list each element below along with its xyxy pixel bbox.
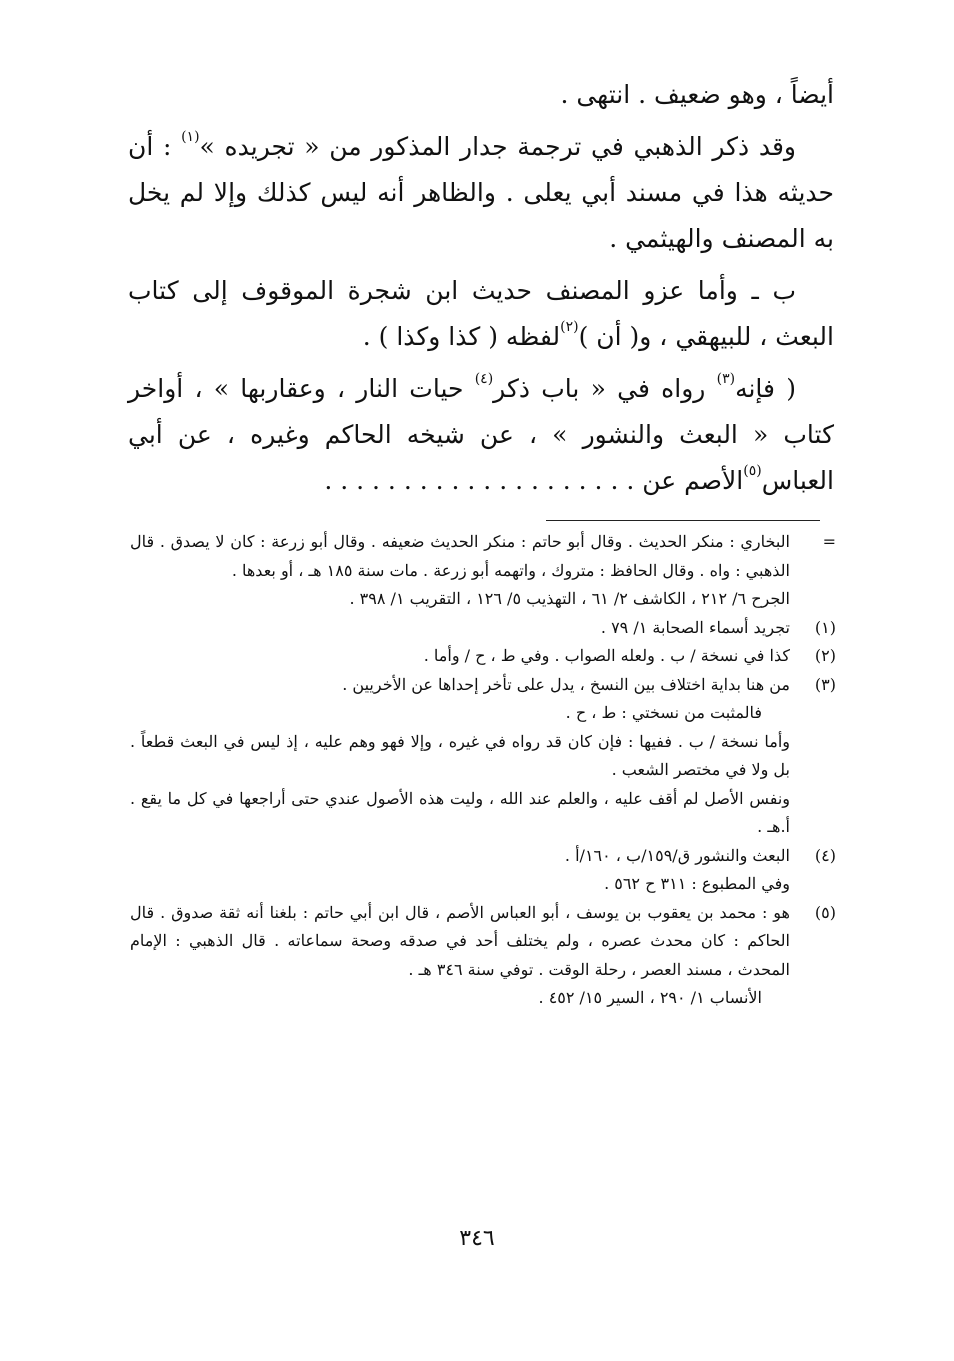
footnote-text: وفي المطبوع : ٣١١ ح ٥٦٢ . bbox=[604, 874, 790, 893]
footnote-separator bbox=[546, 520, 820, 521]
main-text bbox=[128, 72, 834, 510]
footnote-text: ونفس الأصل لم أقف عليه ، والعلم عند الله ، وليت هذه الأصول عندي حتى أراجعها في كل ما يقع . أ.هـ . bbox=[130, 788, 790, 836]
footnote-text: فالمثبت من نسختي : ط ، ح . bbox=[565, 703, 762, 722]
footnote-4 bbox=[130, 842, 836, 899]
footnote-number: (٣) bbox=[814, 674, 836, 694]
footnote-ref-2[interactable]: (٢) bbox=[560, 319, 579, 335]
footnote-ref-5[interactable]: (٥) bbox=[743, 463, 762, 479]
footnote-ref-1[interactable]: (١) bbox=[181, 129, 200, 145]
continuation-mark: = bbox=[822, 532, 836, 551]
paragraph-2: وقد ذكر الذهبي في ترجمة جدار المذكور من « تجريده »$^{(١)}$ : أن حديثه هذا في مسند أبي يعلى . والظاهر أنه ليس كذلك وإلا لم يخل به المصنف والهيثمي . bbox=[128, 129, 834, 253]
footnote-number: (٥) bbox=[814, 902, 836, 922]
footnote-text: من هنا بداية اختلاف بين النسخ ، يدل على تأخر إحداها عن الأخريين . bbox=[342, 674, 790, 694]
footnote-ref-4[interactable]: (٤) bbox=[474, 371, 494, 387]
footnote-ref-3[interactable]: (٣) bbox=[716, 371, 736, 387]
footnote-number: (٤) bbox=[814, 845, 836, 865]
footnote-text: كذا في نسخة / ب . ولعله الصواب . وفي ط ، ح / وأما . bbox=[423, 646, 790, 665]
page-number: ٣٤٦ bbox=[459, 1226, 495, 1251]
footnote-text: البعث والنشور ق/١٥٩/ب ، ١٦٠/أ . bbox=[564, 845, 790, 865]
paragraph-1: أيضاً ، وهو ضعيف . انتهى . bbox=[560, 80, 834, 109]
footnote-text: البخاري : منكر الحديث . وقال أبو حاتم : منكر الحديث ضعيفه . وقال أبو زرعة : كان لا يصدق . قال الذهبي : واه . وقال الحافظ : متروك ، واتهمه أبو زرعة . مات سنة ١٨٥ هـ ، أو بعدها . bbox=[130, 532, 790, 580]
footnote-continued bbox=[130, 528, 836, 614]
paragraph-3: ب ـ وأما عزو المصنف حديث ابن شجرة الموقوف إلى كتاب البعث ، للبيهقي ، و( أن )$^{(٢)}$لفظه ( كذا وكذا ) . bbox=[128, 276, 834, 351]
footnote-text: وأما نسخة / ب . ففيها : فإن كان قد رواه في غيره ، وإلا فهو وهم عليه ، إذ ليس في البعث قطعاً . بل ولا في مختصر الشعب . bbox=[130, 731, 790, 779]
footnote-text: الأنساب ١/ ٢٩٠ ، السير ١٥/ ٤٥٢ . bbox=[538, 988, 762, 1007]
footnote-number: (٢) bbox=[814, 646, 836, 665]
ellipsis-dots: . . . . . . . . . . . . . . . . . . . . bbox=[324, 466, 635, 495]
footnote-3 bbox=[130, 671, 836, 842]
footnote-text: الجرح ٦/ ٢١٢ ، الكاشف ٢/ ٦١ ، التهذيب ٥/ ١٢٦ ، التقريب ١/ ٣٩٨ . bbox=[349, 589, 790, 608]
footnote-text: هو : محمد بن يعقوب بن يوسف ، أبو العباس الأصم ، قال ابن أبي حاتم : بلغنا أنه ثقة صدوق . قال الحاكم : كان محدث عصره ، ولم يختلف أحد في صدقه وصحة سماعاته . قال الذهبي : الإمام المحدث ، مسند العصر ، رحلة الوقت . توفي سنة ٣٤٦ هـ . bbox=[130, 902, 790, 979]
footnote-2 bbox=[130, 642, 836, 671]
footnote-number: (١) bbox=[814, 617, 836, 637]
footnotes bbox=[130, 528, 836, 1013]
footnote-1 bbox=[130, 614, 836, 643]
footnote-5 bbox=[130, 899, 836, 1013]
footnote-text: تجريد أسماء الصحابة ١/ ٧٩ . bbox=[600, 617, 790, 637]
paragraph-4: ( فإنه$^{(٣)}$ رواه في « باب ذكر$^{(٤)}$ حيات النار ، وعقاربها » ، أواخر كتاب « البعث والنشور » ، عن شيخه الحاكم وغيره ، عن أبي العباس$^{(٥)}$الأصم عن . . . . . . . . . . . . . . . . . . . . bbox=[128, 371, 834, 495]
